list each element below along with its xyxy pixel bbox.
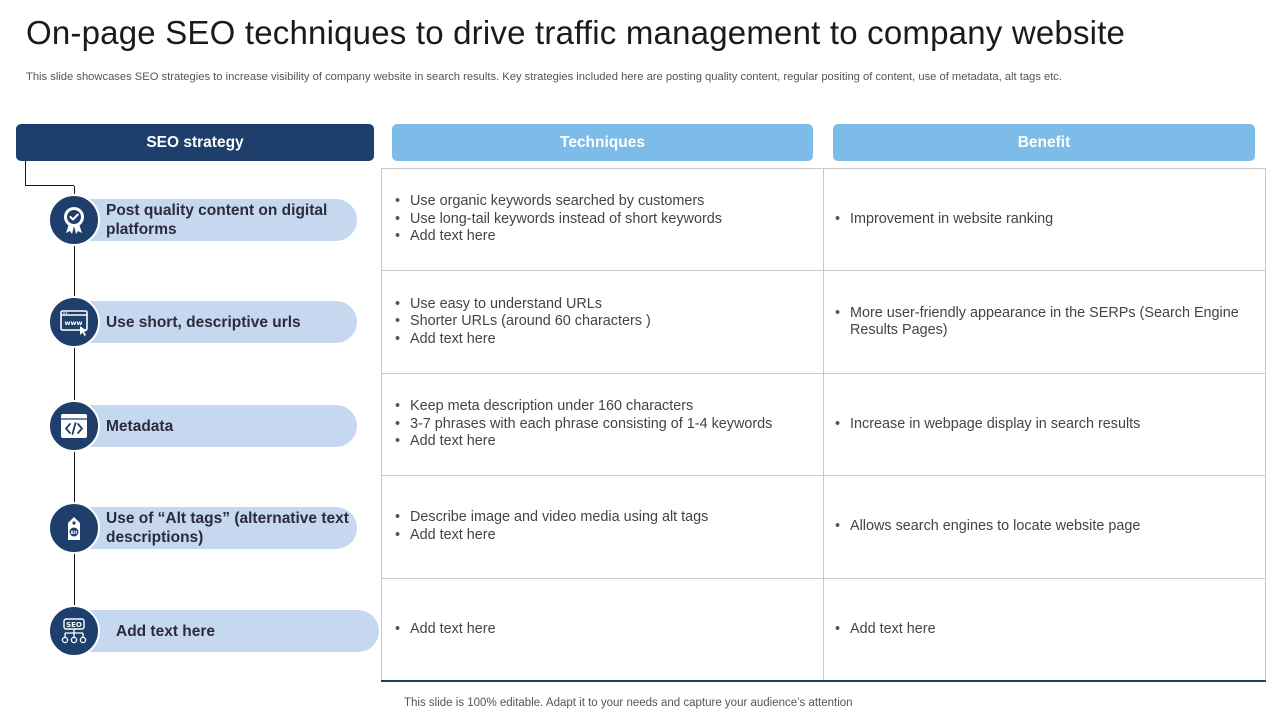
techniques-cell: [382, 271, 824, 373]
technique-item: • Add text here: [392, 621, 496, 639]
seo-icon-text: SEO: [66, 621, 82, 629]
quality-badge-icon: [48, 194, 100, 246]
technique-item: • Use easy to understand URLs: [392, 296, 651, 314]
techniques-cell: [382, 169, 824, 271]
strategy-label: Add text here: [68, 610, 379, 652]
techniques-list: [392, 398, 772, 451]
alt-icon-text: Alt: [70, 530, 78, 536]
strategy-item-add-text: [48, 605, 388, 657]
technique-item: • Add text here: [392, 228, 722, 246]
technique-item: • 3-7 phrases with each phrase consisting of 1-4 keywords: [392, 416, 772, 434]
techniques-list: [392, 509, 708, 544]
benefits-list: [832, 416, 1140, 434]
header-benefit: Benefit: [833, 124, 1255, 161]
page-title: On-page SEO techniques to drive traffic management to company website: [26, 14, 1126, 51]
benefit-item: • Improvement in website ranking: [832, 211, 1053, 229]
technique-item: • Describe image and video media using alt tags: [392, 509, 708, 527]
strategy-label: Post quality content on digital platforms: [68, 199, 357, 241]
technique-item: • Add text here: [392, 527, 708, 545]
benefit-cell: [824, 374, 1265, 476]
strategy-item-alt-tags: [48, 502, 388, 554]
technique-item: • Shorter URLs (around 60 characters ): [392, 313, 651, 331]
strategy-item-metadata: [48, 400, 388, 452]
benefits-list: [832, 621, 936, 639]
techniques-list: [392, 296, 651, 349]
technique-item: • Keep meta description under 160 characters: [392, 398, 772, 416]
benefits-list: [832, 305, 1251, 340]
www-browser-icon: [48, 296, 100, 348]
techniques-cell: [382, 476, 824, 578]
footer-note: This slide is 100% editable. Adapt it to your needs and capture your audience’s attention: [404, 697, 853, 709]
techniques-benefits-table: [381, 168, 1266, 682]
benefit-cell: [824, 476, 1265, 578]
page-subtitle: This slide showcases SEO strategies to increase visibility of company website in search results. Key strategies included here are posting quality content, regular positing of content, use of metadata, alt tags etc.: [26, 71, 1063, 83]
code-window-icon: [48, 400, 100, 452]
header-seo-strategy: SEO strategy: [16, 124, 374, 161]
technique-item: • Use organic keywords searched by customers: [392, 193, 722, 211]
benefit-item: • Add text here: [832, 621, 936, 639]
header-connector-line: [25, 161, 74, 186]
techniques-list: [392, 621, 496, 639]
benefits-list: [832, 518, 1140, 536]
techniques-list: [392, 193, 722, 246]
strategy-label: Metadata: [68, 405, 357, 447]
benefit-cell: [824, 169, 1265, 271]
strategy-label: Use short, descriptive urls: [68, 301, 357, 343]
strategy-label: Use of “Alt tags” (alternative text descriptions): [68, 507, 357, 549]
www-icon-text: www: [64, 319, 83, 327]
table-bottom-bar: [381, 680, 1266, 682]
alt-tag-icon: [48, 502, 100, 554]
techniques-cell: [382, 579, 824, 681]
technique-item: • Use long-tail keywords instead of short keywords: [392, 211, 722, 229]
benefit-cell: [824, 579, 1265, 681]
seo-network-icon: [48, 605, 100, 657]
benefit-item: • Increase in webpage display in search results: [832, 416, 1140, 434]
strategy-item-short-urls: [48, 296, 388, 348]
technique-item: • Add text here: [392, 433, 772, 451]
benefit-item: • More user-friendly appearance in the SERPs (Search Engine Results Pages): [832, 305, 1251, 340]
strategy-item-quality-content: [48, 194, 388, 246]
benefits-list: [832, 211, 1053, 229]
technique-item: • Add text here: [392, 331, 651, 349]
benefit-cell: [824, 271, 1265, 373]
header-techniques: Techniques: [392, 124, 813, 161]
techniques-cell: [382, 374, 824, 476]
benefit-item: • Allows search engines to locate website page: [832, 518, 1140, 536]
